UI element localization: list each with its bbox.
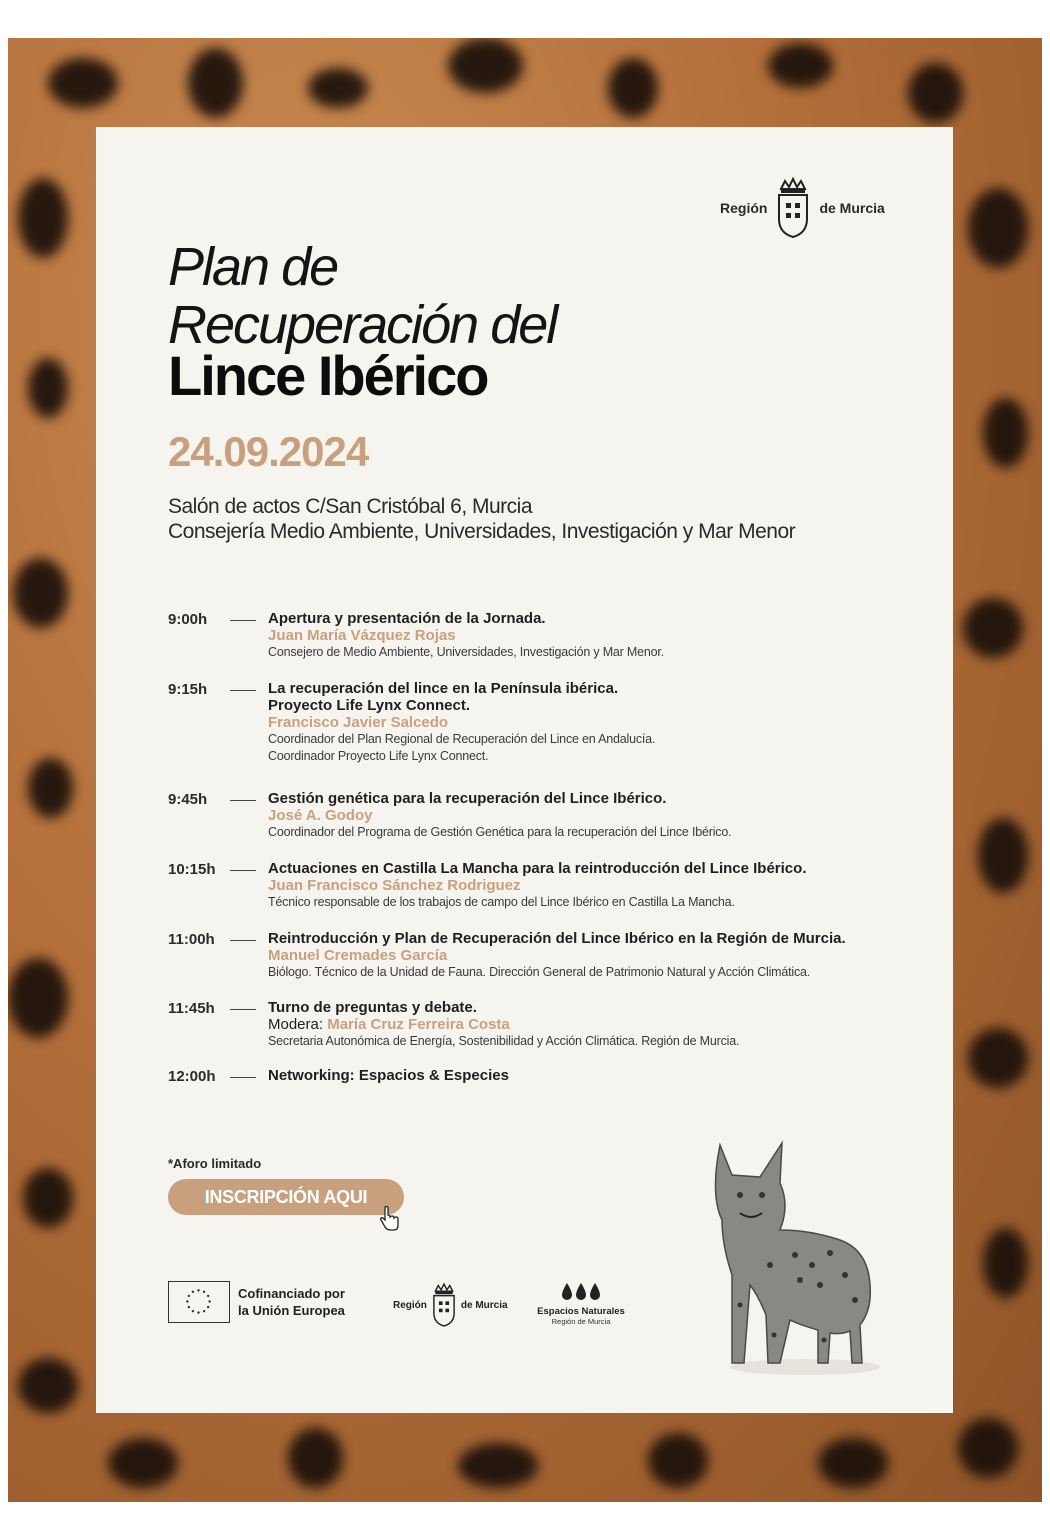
venue — [168, 494, 795, 544]
agenda-role: Coordinador del Programa de Gestión Genética para la recuperación del Lince Ibérico. — [268, 825, 732, 839]
agenda-time: 9:00h — [168, 611, 208, 628]
agenda-time: 9:45h — [168, 791, 208, 808]
agenda-speaker: Juan María Vázquez Rojas — [268, 627, 456, 644]
eu-text-line1: Cofinanciado por — [238, 1286, 345, 1301]
region-murcia-footer-logo — [393, 1281, 508, 1329]
agenda-title-2: Proyecto Life Lynx Connect. — [268, 697, 470, 714]
eu-flag-icon — [168, 1281, 230, 1323]
agenda-item — [168, 790, 908, 860]
agenda-time: 10:15h — [168, 861, 216, 878]
rm-right-text: de Murcia — [460, 1299, 508, 1311]
agenda-role: Coordinador Proyecto Life Lynx Connect. — [268, 749, 489, 763]
agenda-item — [168, 999, 908, 1067]
region-murcia-shield-icon — [431, 1281, 457, 1329]
agenda-speaker: José A. Godoy — [268, 807, 373, 824]
inscripcion-button[interactable]: INSCRIPCIÓN AQUI — [168, 1179, 404, 1215]
agenda-item — [168, 860, 908, 930]
aforo-note: *Aforo limitado — [168, 1156, 262, 1171]
agenda-role: Técnico responsable de los trabajos de campo del Lince Ibérico en Castilla La Mancha. — [268, 895, 735, 909]
agenda-title: Apertura y presentación de la Jornada. — [268, 610, 546, 627]
espacios-naturales-logo — [536, 1281, 626, 1326]
eu-text-line2: la Unión Europea — [238, 1303, 345, 1318]
agenda — [168, 610, 908, 1091]
agenda-speaker: Francisco Javier Salcedo — [268, 714, 449, 731]
en-line2: Región de Murcia — [551, 1317, 611, 1326]
logo-right-text: de Murcia — [819, 200, 885, 216]
venue-line2: Consejería Medio Ambiente, Universidades, Investigación y Mar Menor — [168, 520, 796, 543]
agenda-role: Secretaria Autonómica de Energía, Sostenibilidad y Acción Climática. Región de Murcia. — [268, 1034, 740, 1048]
eu-cofinanced-logo — [168, 1281, 345, 1323]
pointer-cursor-icon — [378, 1206, 400, 1232]
agenda-item — [168, 1067, 908, 1091]
espacios-naturales-drops-icon — [560, 1281, 602, 1301]
en-line1: Espacios Naturales — [537, 1306, 625, 1317]
agenda-title: La recuperación del lince en la Península ibérica. — [268, 680, 619, 697]
agenda-title: Networking: Espacios & Especies — [268, 1067, 509, 1084]
moderator-label: Modera: — [268, 1016, 324, 1033]
region-murcia-logo — [720, 175, 885, 241]
agenda-speaker: Juan Francisco Sánchez Rodriguez — [268, 877, 521, 894]
agenda-title: Actuaciones en Castilla La Mancha para la reintroducción del Lince Ibérico. — [268, 860, 807, 877]
agenda-speaker: María Cruz Ferreira Costa — [327, 1016, 510, 1033]
rm-left-text: Región — [393, 1299, 427, 1311]
venue-line1: Salón de actos C/San Cristóbal 6, Murcia — [168, 495, 533, 518]
agenda-time: 11:00h — [168, 931, 215, 948]
agenda-item — [168, 680, 908, 790]
event-date: 24.09.2024 — [168, 428, 369, 475]
agenda-title: Turno de preguntas y debate. — [268, 999, 477, 1016]
agenda-title: Reintroducción y Plan de Recuperación del Lince Ibérico en la Región de Murcia. — [268, 930, 846, 947]
region-murcia-shield-icon — [775, 175, 811, 241]
agenda-time: 9:15h — [168, 681, 208, 698]
title-line2: Recuperación del — [168, 295, 557, 355]
agenda-title: Gestión genética para la recuperación del Lince Ibérico. — [268, 790, 667, 807]
agenda-time: 11:45h — [168, 1000, 215, 1017]
agenda-time: 12:00h — [168, 1068, 216, 1085]
title-line1: Plan de — [168, 237, 338, 297]
agenda-role: Biólogo. Técnico de la Unidad de Fauna. Dirección General de Patrimonio Natural y Acción Climática. — [268, 965, 811, 979]
agenda-role: Consejero de Medio Ambiente, Universidades, Investigación y Mar Menor. — [268, 645, 664, 659]
title-bold: Lince Ibérico — [168, 344, 488, 407]
logo-left-text: Región — [720, 200, 768, 216]
title-light — [168, 238, 556, 354]
agenda-item — [168, 610, 908, 680]
agenda-role: Coordinador del Plan Regional de Recuperación del Lince en Andalucía. — [268, 732, 656, 746]
lynx-illustration — [700, 1135, 890, 1380]
agenda-speaker: Manuel Cremades García — [268, 947, 448, 964]
agenda-item — [168, 930, 908, 999]
